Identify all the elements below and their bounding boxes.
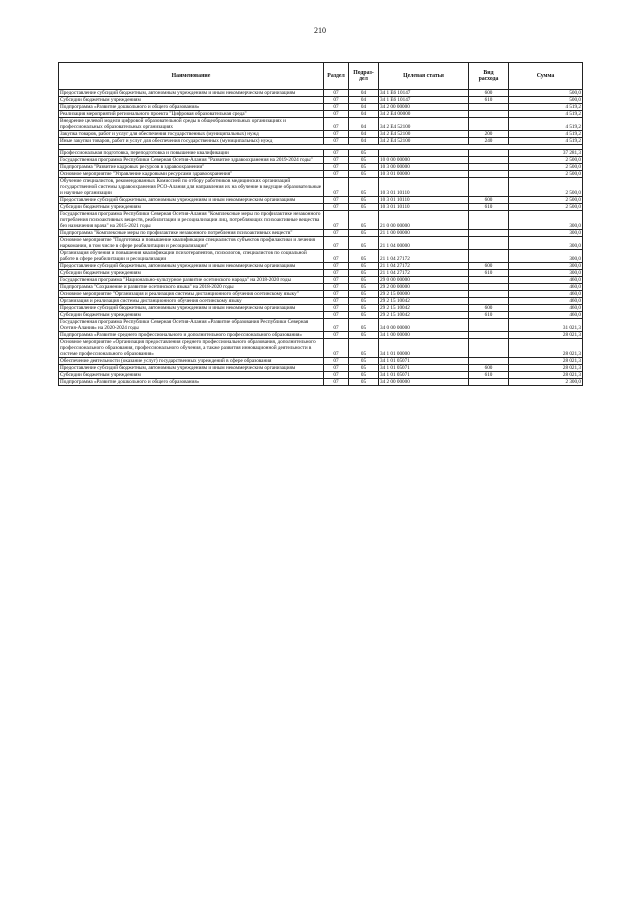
row-expense-type-cell xyxy=(469,230,509,237)
row-sum-cell: 28 021,3 xyxy=(509,358,583,365)
table-row xyxy=(59,138,583,145)
row-subsection-cell: 05 xyxy=(349,230,379,237)
row-target-cell: 34 2 Е4 52100 xyxy=(379,118,469,131)
page-number: 210 xyxy=(314,26,326,35)
row-target-cell: 21 0 00 00000 xyxy=(379,211,469,230)
row-name-cell: Субсидии бюджетным учреждениям xyxy=(59,270,324,277)
row-name-cell: Субсидии бюджетным учреждениям xyxy=(59,204,324,211)
row-subsection-cell: 05 xyxy=(349,157,379,164)
row-expense-type-cell xyxy=(469,178,509,197)
row-target-cell: 34 1 01 05071 xyxy=(379,365,469,372)
row-sum-cell: 37 281,3 xyxy=(509,150,583,157)
row-target-cell xyxy=(379,150,469,157)
row-section-cell: 07 xyxy=(324,97,349,104)
row-expense-type-cell: 610 xyxy=(469,270,509,277)
row-section-cell: 07 xyxy=(324,312,349,319)
table-row xyxy=(59,211,583,230)
row-sum-cell: 2 500,0 xyxy=(509,178,583,197)
row-subsection-cell: 05 xyxy=(349,263,379,270)
row-name-cell: Обеспечение деятельности (оказание услуг) государственных учреждений в сфере образования xyxy=(59,358,324,365)
header-sum: Сумма xyxy=(509,63,583,90)
table-row xyxy=(59,358,583,365)
row-name-cell: Основное мероприятие "Управление кадровыми ресурсами здравоохранения" xyxy=(59,171,324,178)
row-subsection-cell: 04 xyxy=(349,138,379,145)
row-subsection-cell: 05 xyxy=(349,291,379,298)
row-sum-cell: 2 500,0 xyxy=(509,171,583,178)
row-name-cell: Иные закупки товаров, работ и услуг для обеспечения государственных (муниципальных) нужд xyxy=(59,138,324,145)
row-target-cell: 34 2 00 00000 xyxy=(379,379,469,386)
row-expense-type-cell: 610 xyxy=(469,312,509,319)
row-subsection-cell: 04 xyxy=(349,97,379,104)
row-subsection-cell: 05 xyxy=(349,150,379,157)
table-row xyxy=(59,97,583,104)
row-expense-type-cell xyxy=(469,150,509,157)
row-name-cell: Основное мероприятие «Организация предоставления среднего профессионального образования, дополнительного профессионального образования, профессионального обучения, а также развития инновационной деятельности в системе профессионального образования» xyxy=(59,339,324,358)
table-row xyxy=(59,131,583,138)
row-sum-cell: 4 519,2 xyxy=(509,131,583,138)
row-sum-cell: 4 519,2 xyxy=(509,104,583,111)
row-expense-type-cell xyxy=(469,319,509,332)
table-row xyxy=(59,277,583,284)
row-target-cell: 34 1 00 00000 xyxy=(379,332,469,339)
row-target-cell: 10 3 01 00000 xyxy=(379,171,469,178)
row-target-cell: 29 2 00 00000 xyxy=(379,284,469,291)
row-target-cell: 34 1 01 00000 xyxy=(379,339,469,358)
row-section-cell: 07 xyxy=(324,270,349,277)
header-subsection: Подраз- дел xyxy=(349,63,379,90)
row-section-cell: 07 xyxy=(324,291,349,298)
row-name-cell: Подпрограмма «Развитие дошкольного и общего образования» xyxy=(59,379,324,386)
row-sum-cell: 460,0 xyxy=(509,305,583,312)
row-target-cell: 21 1 04 27172 xyxy=(379,263,469,270)
row-target-cell: 34 1 Е6 10147 xyxy=(379,97,469,104)
row-sum-cell: 28 021,3 xyxy=(509,332,583,339)
row-subsection-cell: 05 xyxy=(349,372,379,379)
header-expense-type: Вид расхода xyxy=(469,63,509,90)
table-header-row xyxy=(59,63,583,90)
row-subsection-cell: 05 xyxy=(349,197,379,204)
row-section-cell: 07 xyxy=(324,332,349,339)
row-expense-type-cell xyxy=(469,104,509,111)
row-section-cell: 07 xyxy=(324,118,349,131)
row-subsection-cell: 05 xyxy=(349,379,379,386)
row-name-cell: Подпрограмма "Комплексные меры по профилактике незаконного потребления психоактивных веществ" xyxy=(59,230,324,237)
row-target-cell: 21 1 04 27172 xyxy=(379,270,469,277)
row-name-cell: Организация обучения и повышения квалификации психотерапевтов, психологов, специалистов по социальной работе в сфере реабилитации и ресоциализации xyxy=(59,250,324,263)
row-section-cell: 07 xyxy=(324,358,349,365)
table-row xyxy=(59,312,583,319)
table-row xyxy=(59,237,583,250)
table-body xyxy=(59,90,583,386)
row-expense-type-cell: 600 xyxy=(469,305,509,312)
row-target-cell: 34 1 01 05071 xyxy=(379,358,469,365)
row-section-cell: 07 xyxy=(324,263,349,270)
row-subsection-cell: 05 xyxy=(349,319,379,332)
row-target-cell: 29 2 15 10042 xyxy=(379,305,469,312)
row-expense-type-cell: 600 xyxy=(469,197,509,204)
row-subsection-cell: 05 xyxy=(349,204,379,211)
row-subsection-cell: 05 xyxy=(349,332,379,339)
row-subsection-cell: 05 xyxy=(349,298,379,305)
row-name-cell: Государственная программа Республики Северная Осетия-Алания «Развитие образования Республики Северная Осетия-Алания» на 2020-2024 годы xyxy=(59,319,324,332)
row-subsection-cell: 05 xyxy=(349,339,379,358)
row-expense-type-cell: 240 xyxy=(469,138,509,145)
table-row xyxy=(59,298,583,305)
row-target-cell: 34 0 00 00000 xyxy=(379,319,469,332)
row-subsection-cell: 05 xyxy=(349,305,379,312)
row-subsection-cell: 05 xyxy=(349,171,379,178)
row-expense-type-cell xyxy=(469,291,509,298)
table-row xyxy=(59,90,583,97)
row-target-cell: 10 0 00 00000 xyxy=(379,157,469,164)
row-name-cell: Подпрограмма «Развитие дошкольного и общего образования» xyxy=(59,104,324,111)
row-name-cell: Реализация мероприятий регионального проекта "Цифровая образовательная среда" xyxy=(59,111,324,118)
row-name-cell: Основное мероприятие "Организация и реализация системы дистанционного обучения осетинскому языку" xyxy=(59,291,324,298)
header-target: Целевая статья xyxy=(379,63,469,90)
row-expense-type-cell xyxy=(469,157,509,164)
row-section-cell: 07 xyxy=(324,150,349,157)
row-target-cell: 34 2 Е4 52100 xyxy=(379,131,469,138)
table-row xyxy=(59,164,583,171)
row-sum-cell: 2 500,0 xyxy=(509,164,583,171)
row-sum-cell: 460,0 xyxy=(509,284,583,291)
table-row xyxy=(59,118,583,131)
row-sum-cell: 4 519,2 xyxy=(509,138,583,145)
row-sum-cell: 28 021,3 xyxy=(509,339,583,358)
row-sum-cell: 500,0 xyxy=(509,90,583,97)
row-name-cell: Подпрограмма «Развитие среднего профессионального и дополнительного профессионального образования» xyxy=(59,332,324,339)
row-name-cell: Государственная программа Республики Северная Осетия-Алания "Развитие здравоохранения на 2019-2024 годы" xyxy=(59,157,324,164)
row-section-cell: 07 xyxy=(324,211,349,230)
row-sum-cell: 460,0 xyxy=(509,291,583,298)
row-sum-cell: 460,0 xyxy=(509,312,583,319)
table-row xyxy=(59,104,583,111)
row-sum-cell: 28 021,3 xyxy=(509,365,583,372)
table-row xyxy=(59,204,583,211)
row-expense-type-cell xyxy=(469,211,509,230)
row-expense-type-cell xyxy=(469,298,509,305)
row-sum-cell: 2 500,0 xyxy=(509,157,583,164)
row-expense-type-cell: 610 xyxy=(469,204,509,211)
row-subsection-cell: 05 xyxy=(349,358,379,365)
row-section-cell: 07 xyxy=(324,305,349,312)
table-row xyxy=(59,291,583,298)
row-name-cell: Закупка товаров, работ и услуг для обеспечения государственных (муниципальных) нужд xyxy=(59,131,324,138)
row-section-cell: 07 xyxy=(324,319,349,332)
row-target-cell: 10 3 01 10110 xyxy=(379,197,469,204)
row-name-cell: Предоставление субсидий бюджетным, автономным учреждениям и иным некоммерческим организациям xyxy=(59,263,324,270)
row-name-cell: Государственная программа Республики Северная Осетия-Алания "Комплексные меры по профилактике незаконного потребления психоактивных веществ, реабилитации и ресоциализации лиц, потребляющих психоактивные вещества без назначения врача" на 2015-2021 годы xyxy=(59,211,324,230)
row-expense-type-cell xyxy=(469,358,509,365)
row-name-cell: Обучение специалистов, рекомендованных Комиссией по отбору работников медицинских организаций государственной системы здравоохранения РСО-Алания для направления их на обучение в ведущие образовательные и научные организации xyxy=(59,178,324,197)
row-sum-cell: 300,0 xyxy=(509,263,583,270)
row-target-cell: 29 2 15 00000 xyxy=(379,291,469,298)
row-section-cell: 07 xyxy=(324,138,349,145)
table-row xyxy=(59,150,583,157)
row-name-cell: Предоставление субсидий бюджетным, автономным учреждениям и иным некоммерческим организациям xyxy=(59,197,324,204)
row-target-cell: 34 2 00 00000 xyxy=(379,104,469,111)
row-section-cell: 07 xyxy=(324,277,349,284)
row-subsection-cell: 04 xyxy=(349,90,379,97)
table-row xyxy=(59,250,583,263)
row-sum-cell: 300,0 xyxy=(509,250,583,263)
row-subsection-cell: 05 xyxy=(349,284,379,291)
row-sum-cell: 2 500,0 xyxy=(509,204,583,211)
row-expense-type-cell xyxy=(469,111,509,118)
row-expense-type-cell xyxy=(469,332,509,339)
table-row xyxy=(59,284,583,291)
row-expense-type-cell: 610 xyxy=(469,97,509,104)
row-sum-cell: 31 021,3 xyxy=(509,319,583,332)
row-name-cell: Подпрограмма "Развитие кадровых ресурсов в здравоохранении" xyxy=(59,164,324,171)
header-section: Раздел xyxy=(324,63,349,90)
header-name: Наименование xyxy=(59,63,324,90)
row-subsection-cell: 05 xyxy=(349,178,379,197)
row-sum-cell: 300,0 xyxy=(509,237,583,250)
table-row xyxy=(59,111,583,118)
table-row xyxy=(59,339,583,358)
table-row xyxy=(59,157,583,164)
row-name-cell: Основное мероприятие "Подготовка и повышение квалификации специалистов субъектов профилактики и лечения наркомании, в том числе в сфере реабилитации и ресоциализации" xyxy=(59,237,324,250)
row-section-cell: 07 xyxy=(324,111,349,118)
row-subsection-cell: 04 xyxy=(349,118,379,131)
row-name-cell: Субсидии бюджетным учреждениям xyxy=(59,372,324,379)
row-expense-type-cell xyxy=(469,171,509,178)
row-section-cell: 07 xyxy=(324,339,349,358)
row-name-cell: Государственная программа "Национально-культурное развитие осетинского народа" на 2018-2020 годы xyxy=(59,277,324,284)
row-subsection-cell: 05 xyxy=(349,237,379,250)
row-section-cell: 07 xyxy=(324,250,349,263)
row-name-cell: Предоставление субсидий бюджетным, автономным учреждениям и иным некоммерческим организациям xyxy=(59,90,324,97)
table-row xyxy=(59,197,583,204)
row-expense-type-cell xyxy=(469,250,509,263)
row-target-cell: 10 3 01 10110 xyxy=(379,204,469,211)
row-sum-cell: 28 021,3 xyxy=(509,372,583,379)
table-row xyxy=(59,319,583,332)
row-subsection-cell: 05 xyxy=(349,312,379,319)
row-sum-cell: 300,0 xyxy=(509,230,583,237)
row-target-cell: 21 1 04 27172 xyxy=(379,250,469,263)
row-section-cell: 07 xyxy=(324,178,349,197)
row-section-cell: 07 xyxy=(324,379,349,386)
row-name-cell: Субсидии бюджетным учреждениям xyxy=(59,312,324,319)
table-row xyxy=(59,365,583,372)
row-section-cell: 07 xyxy=(324,157,349,164)
row-sum-cell: 500,0 xyxy=(509,97,583,104)
row-section-cell: 07 xyxy=(324,284,349,291)
row-section-cell: 07 xyxy=(324,104,349,111)
row-target-cell: 29 0 00 00000 xyxy=(379,277,469,284)
row-section-cell: 07 xyxy=(324,365,349,372)
row-sum-cell: 300,0 xyxy=(509,211,583,230)
row-expense-type-cell xyxy=(469,339,509,358)
row-target-cell: 10 3 01 10110 xyxy=(379,178,469,197)
row-section-cell: 07 xyxy=(324,237,349,250)
row-name-cell: Профессиональная подготовка, переподготовка и повышение квалификации xyxy=(59,150,324,157)
row-target-cell: 21 1 00 00000 xyxy=(379,230,469,237)
row-target-cell: 29 2 15 10042 xyxy=(379,312,469,319)
row-section-cell: 07 xyxy=(324,171,349,178)
row-name-cell: Организация и реализация системы дистанционного обучения осетинскому языку xyxy=(59,298,324,305)
row-name-cell: Подпрограмма "Сохранение и развитие осетинского языка" на 2018-2020 годы xyxy=(59,284,324,291)
table-row xyxy=(59,230,583,237)
row-expense-type-cell xyxy=(469,284,509,291)
row-expense-type-cell xyxy=(469,277,509,284)
row-subsection-cell: 05 xyxy=(349,270,379,277)
row-sum-cell: 460,0 xyxy=(509,277,583,284)
table-row xyxy=(59,372,583,379)
row-section-cell: 07 xyxy=(324,298,349,305)
row-subsection-cell: 05 xyxy=(349,277,379,284)
row-expense-type-cell xyxy=(469,379,509,386)
row-target-cell: 34 2 Е4 52100 xyxy=(379,138,469,145)
row-sum-cell: 4 519,2 xyxy=(509,118,583,131)
row-sum-cell: 4 519,2 xyxy=(509,111,583,118)
row-expense-type-cell: 200 xyxy=(469,131,509,138)
row-section-cell: 07 xyxy=(324,197,349,204)
row-section-cell: 07 xyxy=(324,204,349,211)
row-section-cell: 07 xyxy=(324,164,349,171)
row-target-cell: 34 2 Е4 00000 xyxy=(379,111,469,118)
table-row xyxy=(59,379,583,386)
row-subsection-cell: 04 xyxy=(349,131,379,138)
table-row xyxy=(59,270,583,277)
table-row xyxy=(59,263,583,270)
row-name-cell: Внедрение целевой модели цифровой образовательной среды в общеобразовательных организациях и профессиональных образовательных организациях xyxy=(59,118,324,131)
row-expense-type-cell xyxy=(469,164,509,171)
budget-table xyxy=(58,62,583,386)
table-row xyxy=(59,178,583,197)
row-expense-type-cell xyxy=(469,237,509,250)
row-subsection-cell: 04 xyxy=(349,104,379,111)
row-subsection-cell: 04 xyxy=(349,111,379,118)
row-section-cell: 07 xyxy=(324,90,349,97)
table-row xyxy=(59,305,583,312)
row-sum-cell: 2 300,0 xyxy=(509,379,583,386)
table-row xyxy=(59,171,583,178)
row-expense-type-cell: 610 xyxy=(469,372,509,379)
row-sum-cell: 460,0 xyxy=(509,298,583,305)
table-row xyxy=(59,332,583,339)
row-subsection-cell: 05 xyxy=(349,164,379,171)
row-section-cell: 07 xyxy=(324,230,349,237)
row-name-cell: Предоставление субсидий бюджетным, автономным учреждениям и иным некоммерческим организациям xyxy=(59,365,324,372)
row-sum-cell: 300,0 xyxy=(509,270,583,277)
row-target-cell: 10 3 00 00000 xyxy=(379,164,469,171)
row-expense-type-cell: 600 xyxy=(469,90,509,97)
row-sum-cell: 2 500,0 xyxy=(509,197,583,204)
row-target-cell: 34 1 01 05071 xyxy=(379,372,469,379)
row-name-cell: Субсидии бюджетным учреждениям xyxy=(59,97,324,104)
row-subsection-cell: 05 xyxy=(349,365,379,372)
row-target-cell: 29 2 15 10042 xyxy=(379,298,469,305)
row-section-cell: 07 xyxy=(324,372,349,379)
row-expense-type-cell: 600 xyxy=(469,263,509,270)
row-expense-type-cell xyxy=(469,118,509,131)
row-target-cell: 21 1 04 00000 xyxy=(379,237,469,250)
row-subsection-cell: 05 xyxy=(349,250,379,263)
row-target-cell: 34 1 Е6 10147 xyxy=(379,90,469,97)
row-section-cell: 07 xyxy=(324,131,349,138)
row-expense-type-cell: 600 xyxy=(469,365,509,372)
row-name-cell: Предоставление субсидий бюджетным, автономным учреждениям и иным некоммерческим организациям xyxy=(59,305,324,312)
row-subsection-cell: 05 xyxy=(349,211,379,230)
